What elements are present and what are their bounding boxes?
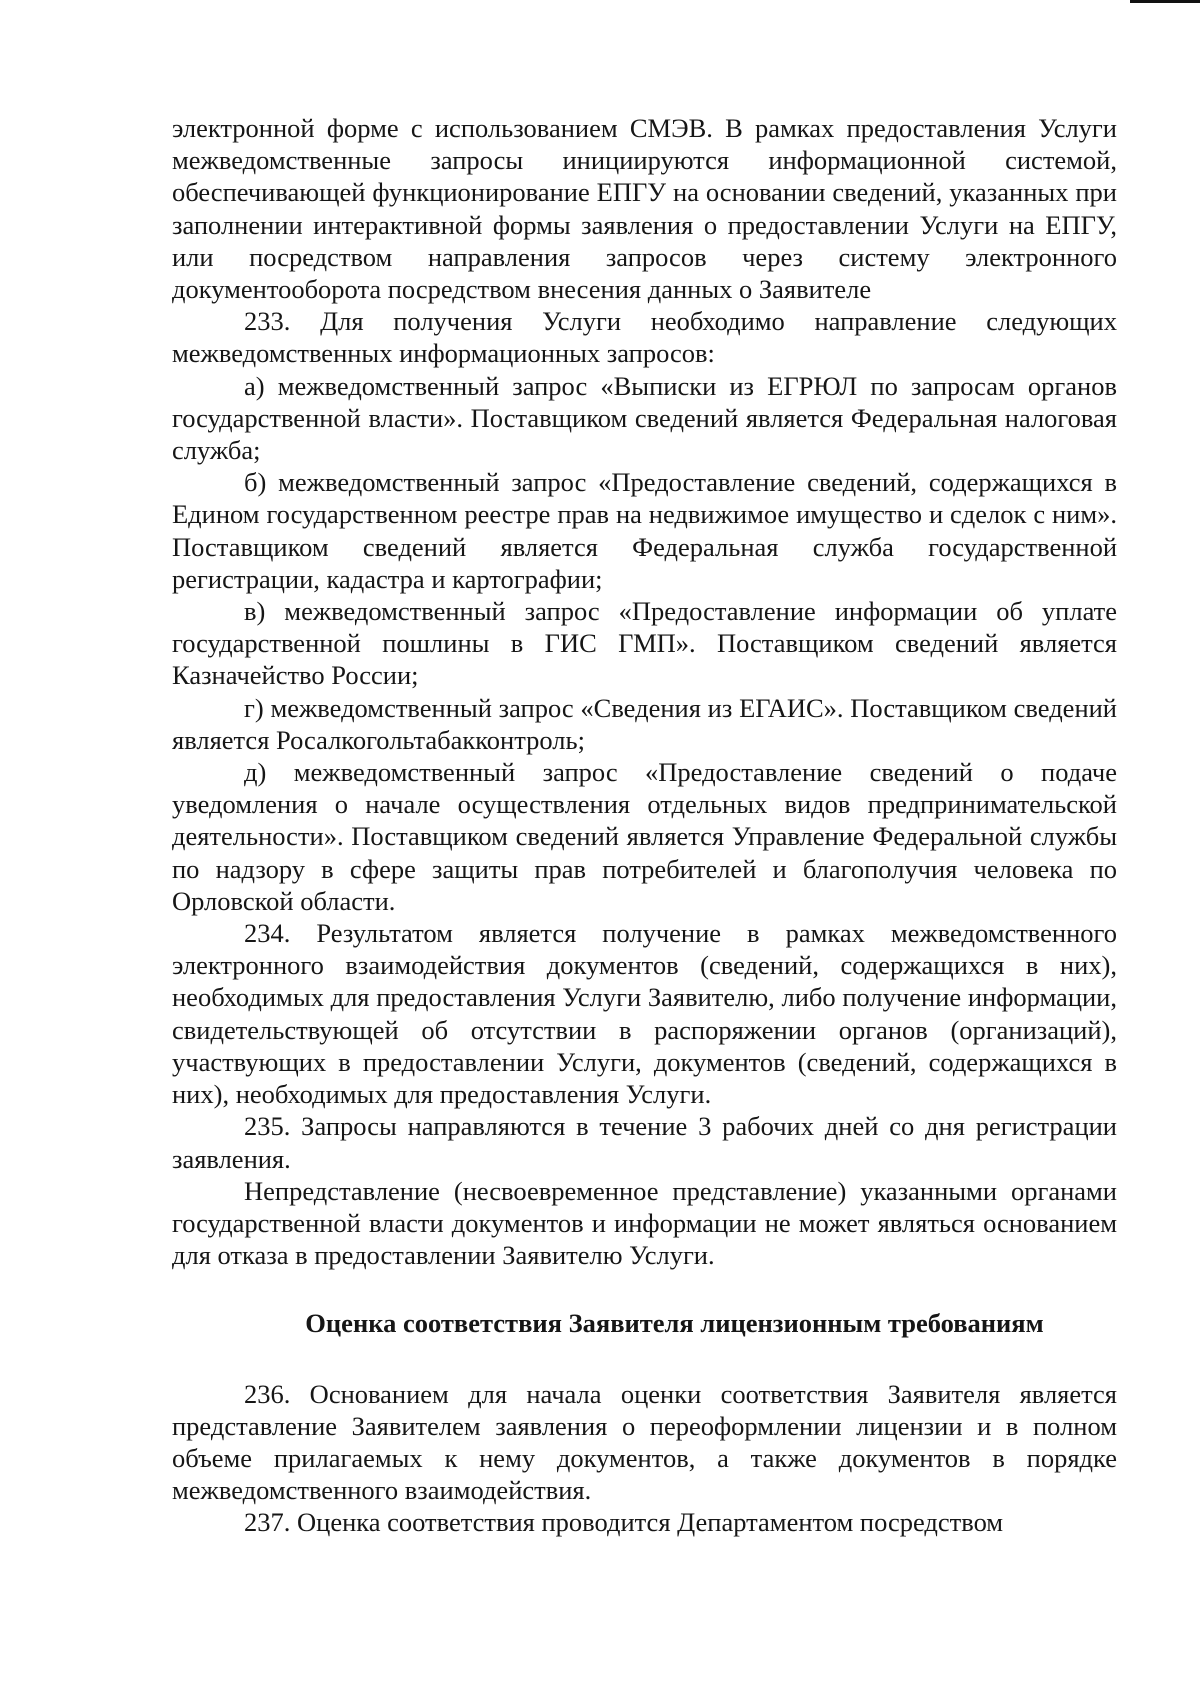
section-heading: Оценка соответствия Заявителя лицензионным требованиям xyxy=(305,1308,1044,1339)
paragraph-236: 236. Основанием для начала оценки соответствия Заявителя является представление Заявителем заявления о переоформлении лицензии и в полном объеме прилагаемых к нему документов, а также документов в порядке межведомственного взаимодействия. xyxy=(172,1378,1117,1506)
paragraph-235: 235. Запросы направляются в течение 3 рабочих дней со дня регистрации заявления. xyxy=(172,1111,1117,1174)
list-item-g: г) межведомственный запрос «Сведения из ЕГАИС». Поставщиком сведений является Росалкогольтабакконтроль; xyxy=(172,692,1117,755)
paragraph-continuation: электронной форме с использованием СМЭВ. В рамках предоставления Услуги межведомственные запросы инициируются информационной системой, обеспечивающей функционирование ЕПГУ на основании сведений, указанных при заполнении интерактивной формы заявления о предоставлении Услуги на ЕПГУ, или посредством направления запросов через систему электронного документооборота посредством внесения данных о Заявителе xyxy=(172,113,1117,305)
list-item-d: д) межведомственный запрос «Предоставление сведений о подаче уведомления о начале осуществления отдельных видов предпринимательской деятельности». Поставщиком сведений является Управление Федеральной службы по надзору в сфере защиты прав потребителей и благополучия человека по Орловской области. xyxy=(172,757,1117,916)
document-page xyxy=(172,112,1117,1539)
list-item-b: б) межведомственный запрос «Предоставление сведений, содержащихся в Едином государственном реестре прав на недвижимое имущество и сделок с ним». Поставщиком сведений является Федеральная служба государственной регистрации, кадастра и картографии; xyxy=(172,467,1117,594)
paragraph-nonsubmission: Непредставление (несвоевременное представление) указанными органами государственной власти документов и информации не может являться основанием для отказа в предоставлении Заявителю Услуги. xyxy=(172,1175,1117,1271)
list-item-a: а) межведомственный запрос «Выписки из ЕГРЮЛ по запросам органов государственной власти». Поставщиком сведений является Федеральная налоговая служба; xyxy=(172,370,1117,466)
paragraph-234: 234. Результатом является получение в рамках межведомственного электронного взаимодействия документов (сведений, содержащихся в них), необходимых для предоставления Услуги Заявителю, либо получение информации, свидетельствующей об отсутствии в распоряжении органов (организаций), участвующих в предоставлении Услуги, документов (сведений, содержащихся в них), необходимых для предоставления Услуги. xyxy=(172,918,1117,1110)
paragraph-237: 237. Оценка соответствия проводится Департаментом посредством xyxy=(244,1507,1004,1538)
list-item-v: в) межведомственный запрос «Предоставление информации об уплате государственной пошлины в ГИС ГМП». Поставщиком сведений является Казначейство России; xyxy=(172,596,1117,691)
scan-edge-mark xyxy=(1130,0,1200,3)
paragraph-233: 233. Для получения Услуги необходимо направление следующих межведомственных информационных запросов: xyxy=(172,306,1117,369)
